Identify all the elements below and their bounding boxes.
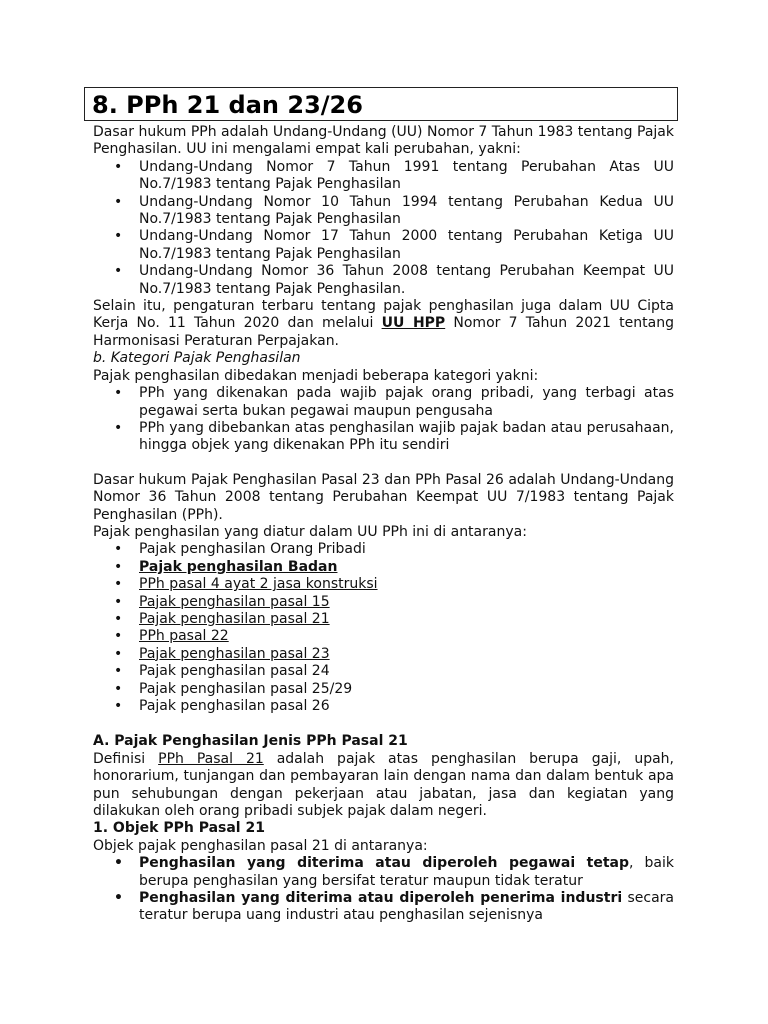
spacer: [93, 455, 674, 472]
list-item: • Undang-Undang Nomor 17 Tahun 2000 tentang Perubahan Ketiga UU No.7/1983 tentang Pajak Penghasilan: [114, 228, 674, 262]
bullet-icon: •: [114, 558, 123, 575]
bullet-icon: •: [114, 158, 123, 175]
document-body: [93, 124, 674, 925]
list-item[interactable]: [93, 594, 674, 611]
list-link[interactable]: Pajak penghasilan Badan: [139, 558, 338, 575]
list-item: • Pajak penghasilan pasal 24: [114, 663, 330, 680]
pasal23-intro: Pajak penghasilan yang diatur dalam UU PPh ini di antaranya:: [93, 523, 527, 540]
definition-paragraph: Definisi PPh Pasal 21 adalah pajak atas penghasilan berupa gaji, upah, honorarium, tunjangan dan pembayaran lain dengan nama dan dalam bentuk apa pun sehubungan dengan pekerjaan atau jabatan, jasa dan kegiatan yang dilakukan oleh orang pribadi subjek pajak dalam negeri.: [93, 750, 674, 820]
bullet-icon: •: [114, 593, 123, 610]
pph-types-list: [93, 541, 674, 715]
bullet-icon: •: [114, 698, 123, 714]
kategori-list: [93, 385, 674, 455]
bullet-icon: •: [114, 541, 123, 558]
list-link[interactable]: Pajak penghasilan pasal 23: [139, 645, 330, 662]
list-item[interactable]: [93, 576, 674, 593]
kategori-intro: Pajak penghasilan dibedakan menjadi beberapa kategori yakni:: [93, 367, 539, 384]
bullet-icon: •: [114, 193, 123, 210]
bullet-icon: •: [114, 263, 123, 280]
page-title: 8. PPh 21 dan 23/26: [92, 91, 363, 119]
objek-heading: 1. Objek PPh Pasal 21: [93, 820, 265, 837]
amendments-list: [93, 159, 674, 298]
list-item[interactable]: [93, 611, 674, 628]
kategori-heading: b. Kategori Pajak Penghasilan: [93, 350, 301, 367]
bullet-icon: •: [114, 890, 123, 907]
bullet-icon: •: [114, 855, 123, 872]
list-item: • Pajak penghasilan Orang Pribadi: [114, 541, 366, 558]
bullet-icon: •: [114, 628, 123, 645]
pph-pasal-21-link[interactable]: PPh Pasal 21: [158, 750, 264, 767]
list-item: • Undang-Undang Nomor 10 Tahun 1994 tentang Perubahan Kedua UU No.7/1983 tentang Pajak Penghasilan: [114, 193, 674, 228]
list-item: • PPh yang dikenakan pada wajib pajak orang pribadi, yang terbagi atas pegawai serta bukan pegawai maupun pengusaha: [114, 385, 674, 419]
list-link[interactable]: Pajak penghasilan pasal 15: [139, 593, 330, 610]
list-link[interactable]: Pajak penghasilan pasal 21: [139, 610, 330, 627]
spacer: [93, 715, 674, 733]
bullet-icon: •: [114, 610, 123, 627]
list-item: • Undang-Undang Nomor 36 Tahun 2008 tentang Perubahan Keempat UU No.7/1983 tentang Pajak Penghasilan.: [114, 263, 674, 297]
list-item: • Pajak penghasilan pasal 25/29: [114, 680, 353, 697]
list-item: • Penghasilan yang diterima atau diperoleh pegawai tetap, baik berupa penghasilan yang bersifat teratur maupun tidak teratur: [114, 855, 674, 889]
list-item[interactable]: [93, 628, 674, 645]
intro-paragraph: Dasar hukum PPh adalah Undang-Undang (UU) Nomor 7 Tahun 1983 tentang Pajak Penghasilan. UU ini mengalami empat kali perubahan, yakni:: [93, 124, 674, 158]
list-link[interactable]: PPh pasal 4 ayat 2 jasa konstruksi: [139, 576, 378, 593]
bullet-icon: •: [114, 576, 123, 593]
list-item[interactable]: [93, 559, 674, 576]
objek-list: [93, 855, 674, 925]
list-item: • Undang-Undang Nomor 7 Tahun 1991 tentang Perubahan Atas UU No.7/1983 tentang Pajak Penghasilan: [114, 158, 674, 193]
list-link[interactable]: PPh pasal 22: [139, 628, 229, 645]
uu-hpp-link[interactable]: UU HPP: [381, 315, 446, 332]
list-item: • Pajak penghasilan pasal 26: [114, 698, 330, 714]
list-item: • PPh yang dibebankan atas penghasilan wajib pajak badan atau perusahaan, hingga objek yang dikenakan PPh itu sendiri: [114, 419, 674, 454]
list-item[interactable]: [93, 646, 674, 663]
section-a-heading: A. Pajak Penghasilan Jenis PPh Pasal 21: [93, 733, 408, 750]
objek-intro: Objek pajak penghasilan pasal 21 di antaranya:: [93, 837, 428, 854]
bullet-icon: •: [114, 645, 123, 662]
bullet-icon: •: [114, 680, 123, 697]
bullet-icon: •: [114, 385, 123, 402]
latest-regulation-paragraph: Selain itu, pengaturan terbaru tentang pajak penghasilan juga dalam UU Cipta Kerja No. 11 Tahun 2020 dan melalui UU HPP Nomor 7 Tahun 2021 tentang Harmonisasi Peraturan Perpajakan.: [93, 298, 674, 349]
bullet-icon: •: [114, 419, 123, 436]
bullet-icon: •: [114, 663, 123, 680]
list-item: • Penghasilan yang diterima atau diperoleh penerima industri secara teratur berupa uang industri atau penghasilan sejenisnya: [114, 890, 674, 924]
pasal23-paragraph: Dasar hukum Pajak Penghasilan Pasal 23 dan PPh Pasal 26 adalah Undang-Undang Nomor 36 Tahun 2008 tentang Perubahan Keempat UU 7/1983 tentang Pajak Penghasilan (PPh).: [93, 471, 674, 523]
bullet-icon: •: [114, 228, 123, 245]
